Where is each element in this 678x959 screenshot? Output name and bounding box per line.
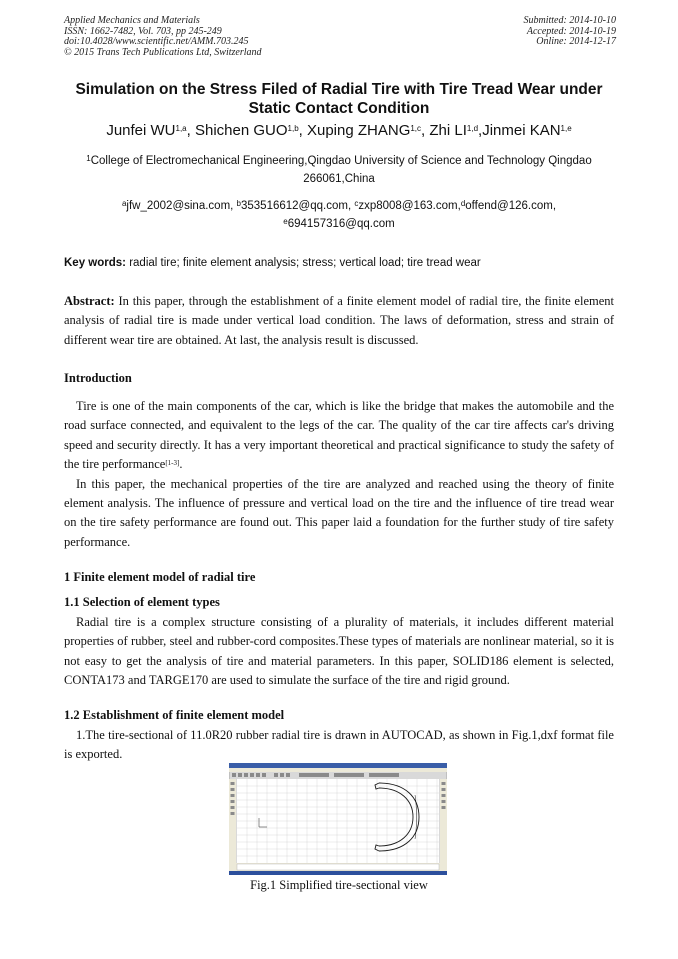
intro-heading: Introduction (64, 371, 132, 385)
email-list (64, 197, 614, 233)
email: $^e$694157316@qq.com (283, 217, 395, 230)
copyright: © 2015 Trans Tech Publications Ltd, Switzerland (64, 46, 262, 58)
header-left (64, 16, 262, 58)
submitted-date: Submitted: 2014-10-10 (523, 15, 616, 26)
author-list (40, 121, 638, 141)
affiliation: $^1$College of Electromechanical Engineering,Qingdao University of Science and Technology Qingdao 266061,China (86, 154, 592, 185)
email: $^b$353516612@qq.com, (236, 199, 355, 212)
author: Jinmei KAN$^{1,e}$ (482, 122, 572, 139)
paper-title: Simulation on the Stress Filed of Radial Tire with Tire Tread Wear under Static Contact Condition (75, 81, 603, 117)
section-1-1-heading: 1.1 Selection of element types (64, 595, 220, 609)
keywords-label: Key words: (64, 257, 126, 269)
author: Junfei WU$^{1,a}$, (106, 122, 195, 139)
citation-ref: [1-3] (165, 459, 180, 468)
author: Shichen GUO$^{1,b}$, (194, 122, 307, 139)
author: Xuping ZHANG$^{1,c}$, (306, 122, 430, 139)
accepted-date: Accepted: 2014-10-19 (526, 25, 616, 37)
abstract (64, 292, 614, 350)
email: $^a$jfw_2002@sina.com, (121, 199, 237, 212)
header-right (524, 16, 617, 48)
issn: ISSN: 1662-7482, Vol. 703, pp 245-249 (64, 25, 222, 37)
doi: doi:10.4028/www.scientific.net/AMM.703.245 (64, 36, 249, 47)
intro-paragraph-1: Tire is one of the main components of the car, which is like the bridge that makes the automobile and the road surface connected, and equivalent to the legs of the car. The quality of the car tire affects car's driving speed and security directly. It has a very important theoretical and practical significance to study the safety of the tire performance[1-3]. (64, 399, 614, 472)
abstract-label: Abstract: (64, 294, 115, 308)
author: Zhi LI$^{1,d}$, (429, 122, 483, 139)
section-1-1-body: Radial tire is a complex structure consisting of a plurality of materials, it includes different material properties of rubber, steel and rubber-cord composites.These types of materials are nonlinear material, so it is not easy to get the analysis of tire and material parameters. In this paper, SOLID186 element is selected, CONTA173 and TARGE170 are used to simulate the surface of the tire and rigid ground. (64, 615, 614, 688)
online-date: Online: 2014-12-17 (536, 36, 616, 47)
keywords (64, 257, 614, 269)
section-1-heading: 1 Finite element model of radial tire (64, 570, 256, 584)
email: $^c$zxp8008@163.com, (354, 199, 461, 212)
figure-autocad-screenshot (229, 763, 447, 875)
section-1-2-heading: 1.2 Establishment of finite element model (64, 708, 285, 722)
intro-paragraph-2: In this paper, the mechanical properties of the tire are analyzed and reached using the theory of finite element analysis. The influence of pressure and vertical load on the tire and the influence of tire tread wear on the tire safety performance are found out. This paper laid a foundation for the further study of tire safety performance. (64, 476, 614, 549)
intro-body (64, 397, 614, 552)
figure-caption: Fig.1 Simplified tire-sectional view (250, 878, 428, 892)
email: $^d$offend@126.com, (460, 199, 557, 212)
abstract-text: In this paper, through the establishment of a finite element model of radial tire, the finite element analysis of radial tire is made under vertical load condition. The laws of deformation, stress and strain of different wear tire are obtained. At last, the analysis result is discussed. (64, 294, 614, 347)
section-1-2-body: 1.The tire-sectional of 11.0R20 rubber radial tire is drawn in AUTOCAD, as shown in Fig.1,dxf format file is exported. (64, 728, 614, 762)
keywords-text: radial tire; finite element analysis; stress; vertical load; tire tread wear (126, 257, 481, 269)
journal-name: Applied Mechanics and Materials (64, 15, 200, 26)
